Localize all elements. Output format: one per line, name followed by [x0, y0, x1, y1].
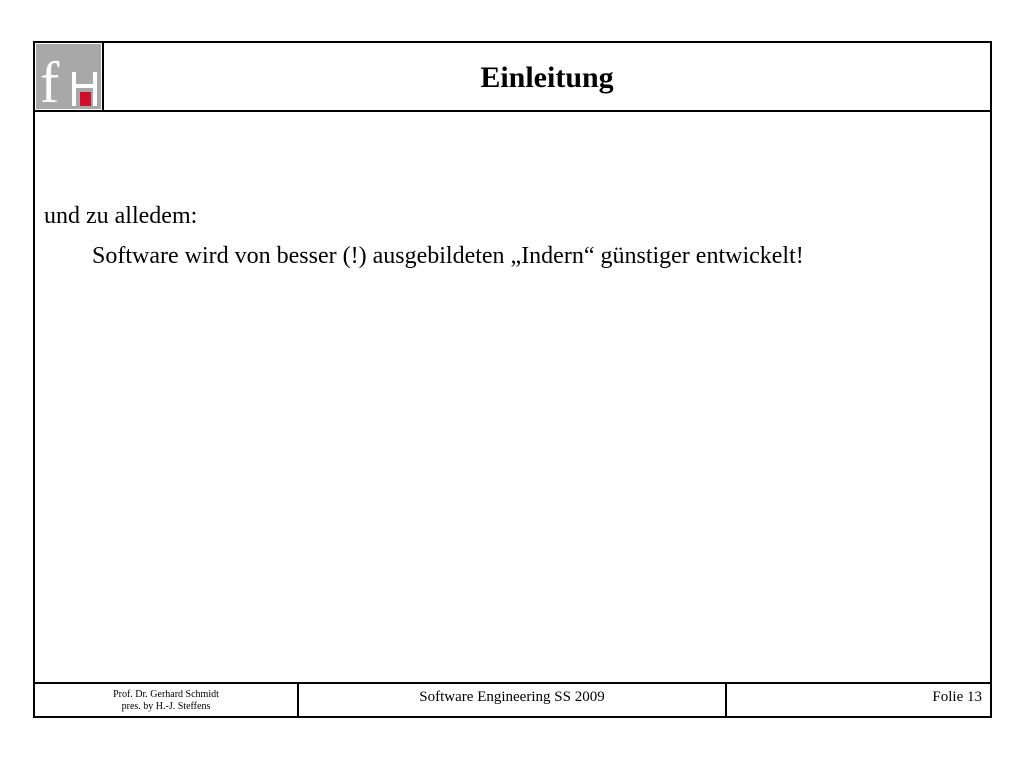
footer-author-line-2: pres. by H.-J. Steffens — [121, 700, 211, 712]
fh-logo-graphic — [36, 44, 101, 109]
logo-red-square — [80, 92, 91, 106]
footer-slide-number: Folie 13 — [932, 689, 982, 705]
fh-logo-icon — [36, 44, 101, 109]
slide-footer — [33, 683, 992, 718]
slide-content — [33, 110, 992, 684]
footer-author-line-1: Prof. Dr. Gerhard Schmidt — [113, 688, 219, 700]
logo-letter-f: f — [40, 50, 60, 109]
footer-author — [35, 684, 299, 716]
slide-header — [33, 41, 992, 112]
slide-title: Einleitung — [480, 60, 614, 94]
content-line-1: und zu alledem: — [44, 203, 198, 229]
content-line-2: Software wird von besser (!) ausgebildeten „Indern“ günstiger entwickelt! — [92, 243, 804, 269]
footer-course: Software Engineering SS 2009 — [299, 684, 727, 716]
logo-cell — [35, 43, 104, 110]
